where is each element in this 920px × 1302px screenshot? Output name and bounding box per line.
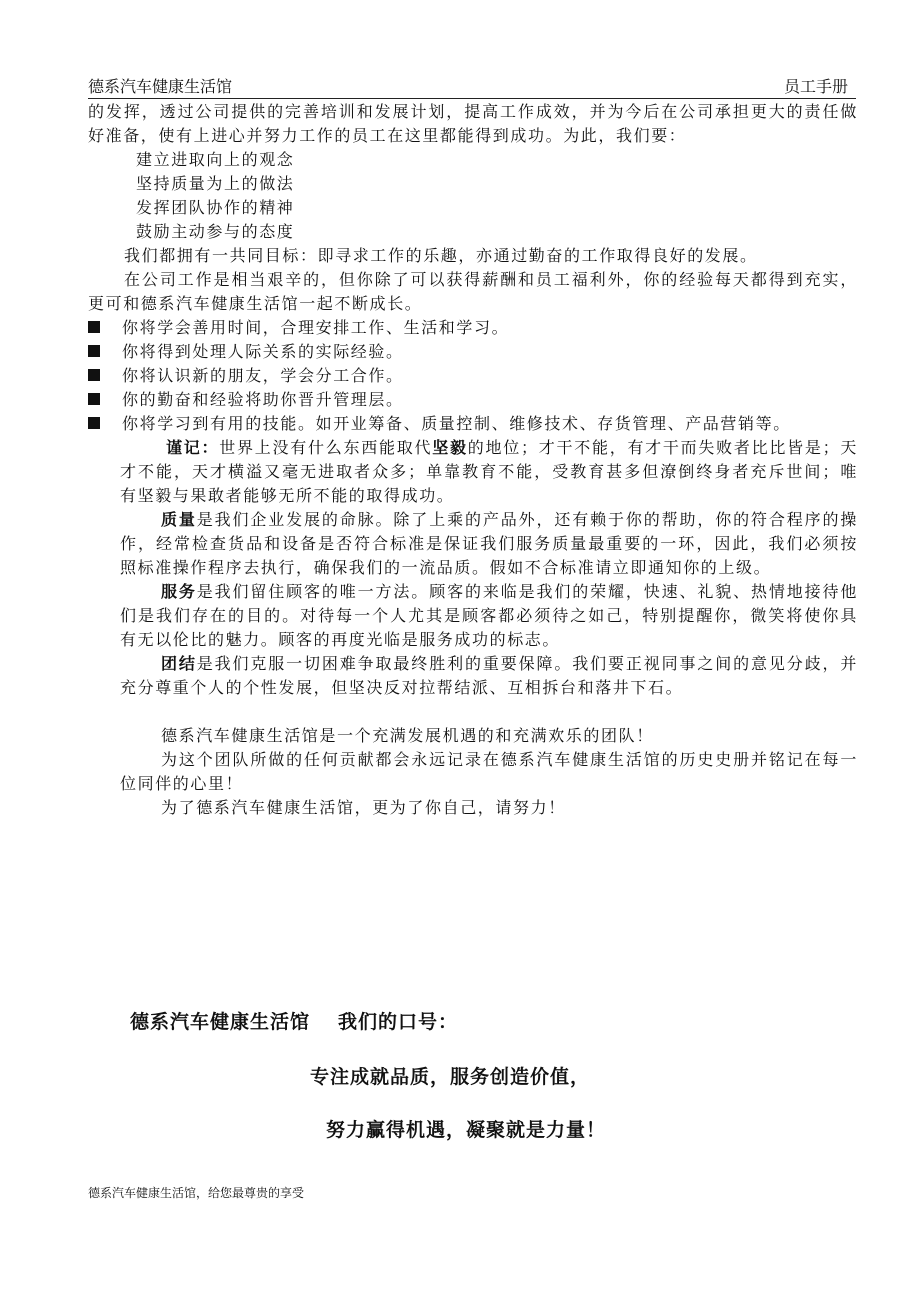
document-body	[88, 100, 858, 820]
work-paragraph: 在公司工作是相当艰辛的，但你除了可以获得薪酬和员工福利外，你的经验每天都得到充实，更可和德系汽车健康生活馆一起不断成长。	[88, 270, 858, 313]
closing-line: 为这个团队所做的任何贡献都会永远记录在德系汽车健康生活馆的历史史册并铭记在每一位同伴的心里！	[120, 750, 858, 793]
values-list	[88, 148, 858, 244]
square-bullet-icon	[88, 345, 100, 357]
slogan-line-2: 努力赢得机遇，凝聚就是力量！	[326, 1119, 607, 1141]
remember-paragraph: 谨记：世界上没有什么东西能取代坚毅的地位；才干不能，有才干而失败者比比皆是；天才不能，天才横溢又毫无进取者众多；单靠教育不能，受教育甚多但潦倒终身者充斥世间；唯有坚毅与果敢者能够无所不能的取得成功。	[120, 438, 859, 505]
service-label: 服务	[161, 582, 197, 601]
slogan-title: 我们的口号：	[338, 1011, 459, 1033]
header-company: 德系汽车健康生活馆	[88, 77, 233, 96]
value-item: 建立进取向上的观念	[136, 150, 295, 169]
unity-paragraph: 团结是我们克服一切困难争取最终胜利的重要保障。我们要正视同事之间的意见分歧，并充分尊重个人的个性发展，但坚决反对拉帮结派、互相拆台和落井下石。	[120, 654, 859, 697]
principles-section	[120, 436, 858, 700]
closing-line: 为了德系汽车健康生活馆，更为了你自己，请努力！	[161, 798, 566, 817]
benefits-list	[88, 316, 858, 436]
benefit-item: 你将学会善用时间，合理安排工作、生活和学习。	[88, 316, 858, 340]
benefit-item: 你将认识新的朋友，学会分工合作。	[88, 364, 858, 388]
benefit-item: 你的勤奋和经验将助你晋升管理层。	[88, 388, 858, 412]
header-doc-title: 员工手册	[783, 77, 848, 96]
square-bullet-icon	[88, 321, 100, 333]
slogan-line-1: 专注成就品质，服务创造价值，	[310, 1066, 591, 1088]
slogan-company: 德系汽车健康生活馆	[130, 1011, 311, 1033]
slogan-heading	[130, 1007, 458, 1034]
unity-label: 团结	[161, 654, 197, 673]
closing-section	[88, 724, 858, 820]
benefit-item: 你将得到处理人际关系的实际经验。	[88, 340, 858, 364]
value-item: 发挥团队协作的精神	[136, 198, 295, 217]
value-item: 坚持质量为上的做法	[136, 174, 295, 193]
quality-label: 质量	[161, 510, 197, 529]
remember-keyword: 坚毅	[432, 438, 468, 457]
page-header	[88, 72, 856, 99]
quality-paragraph: 质量是我们企业发展的命脉。除了上乘的产品外，还有赖于你的帮助，你的符合程序的操作，经常检查货品和设备是否符合标准是保证我们服务质量最重要的一环，因此，我们必须按照标准操作程序去执行，确保我们的一流品质。假如不合标准请立即通知你的上级。	[120, 510, 859, 577]
goal-paragraph: 我们都拥有一共同目标：即寻求工作的乐趣，亦通过勤奋的工作取得良好的发展。	[124, 246, 758, 265]
value-item: 鼓励主动参与的态度	[136, 222, 295, 241]
page-footer: 德系汽车健康生活馆，给您最尊贵的享受	[88, 1186, 305, 1200]
service-paragraph: 服务是我们留住顾客的唯一方法。顾客的来临是我们的荣耀，快速、礼貌、热情地接待他们是我们存在的目的。对待每一个人尤其是顾客都必须待之如己，特别提醒你，微笑将使你具有无以伦比的魅力。顾客的再度光临是服务成功的标志。	[120, 582, 859, 649]
closing-line: 德系汽车健康生活馆是一个充满发展机遇的和充满欢乐的团队！	[161, 726, 654, 745]
remember-label: 谨记：	[166, 438, 220, 457]
square-bullet-icon	[88, 393, 100, 405]
intro-paragraph: 的发挥，透过公司提供的完善培训和发展计划，提高工作成效，并为今后在公司承担更大的责任做好准备，使有上进心并努力工作的员工在这里都能得到成功。为此，我们要：	[88, 102, 858, 145]
benefit-item: 你将学习到有用的技能。如开业筹备、质量控制、维修技术、存货管理、产品营销等。	[88, 412, 858, 436]
square-bullet-icon	[88, 369, 100, 381]
square-bullet-icon	[88, 417, 100, 429]
